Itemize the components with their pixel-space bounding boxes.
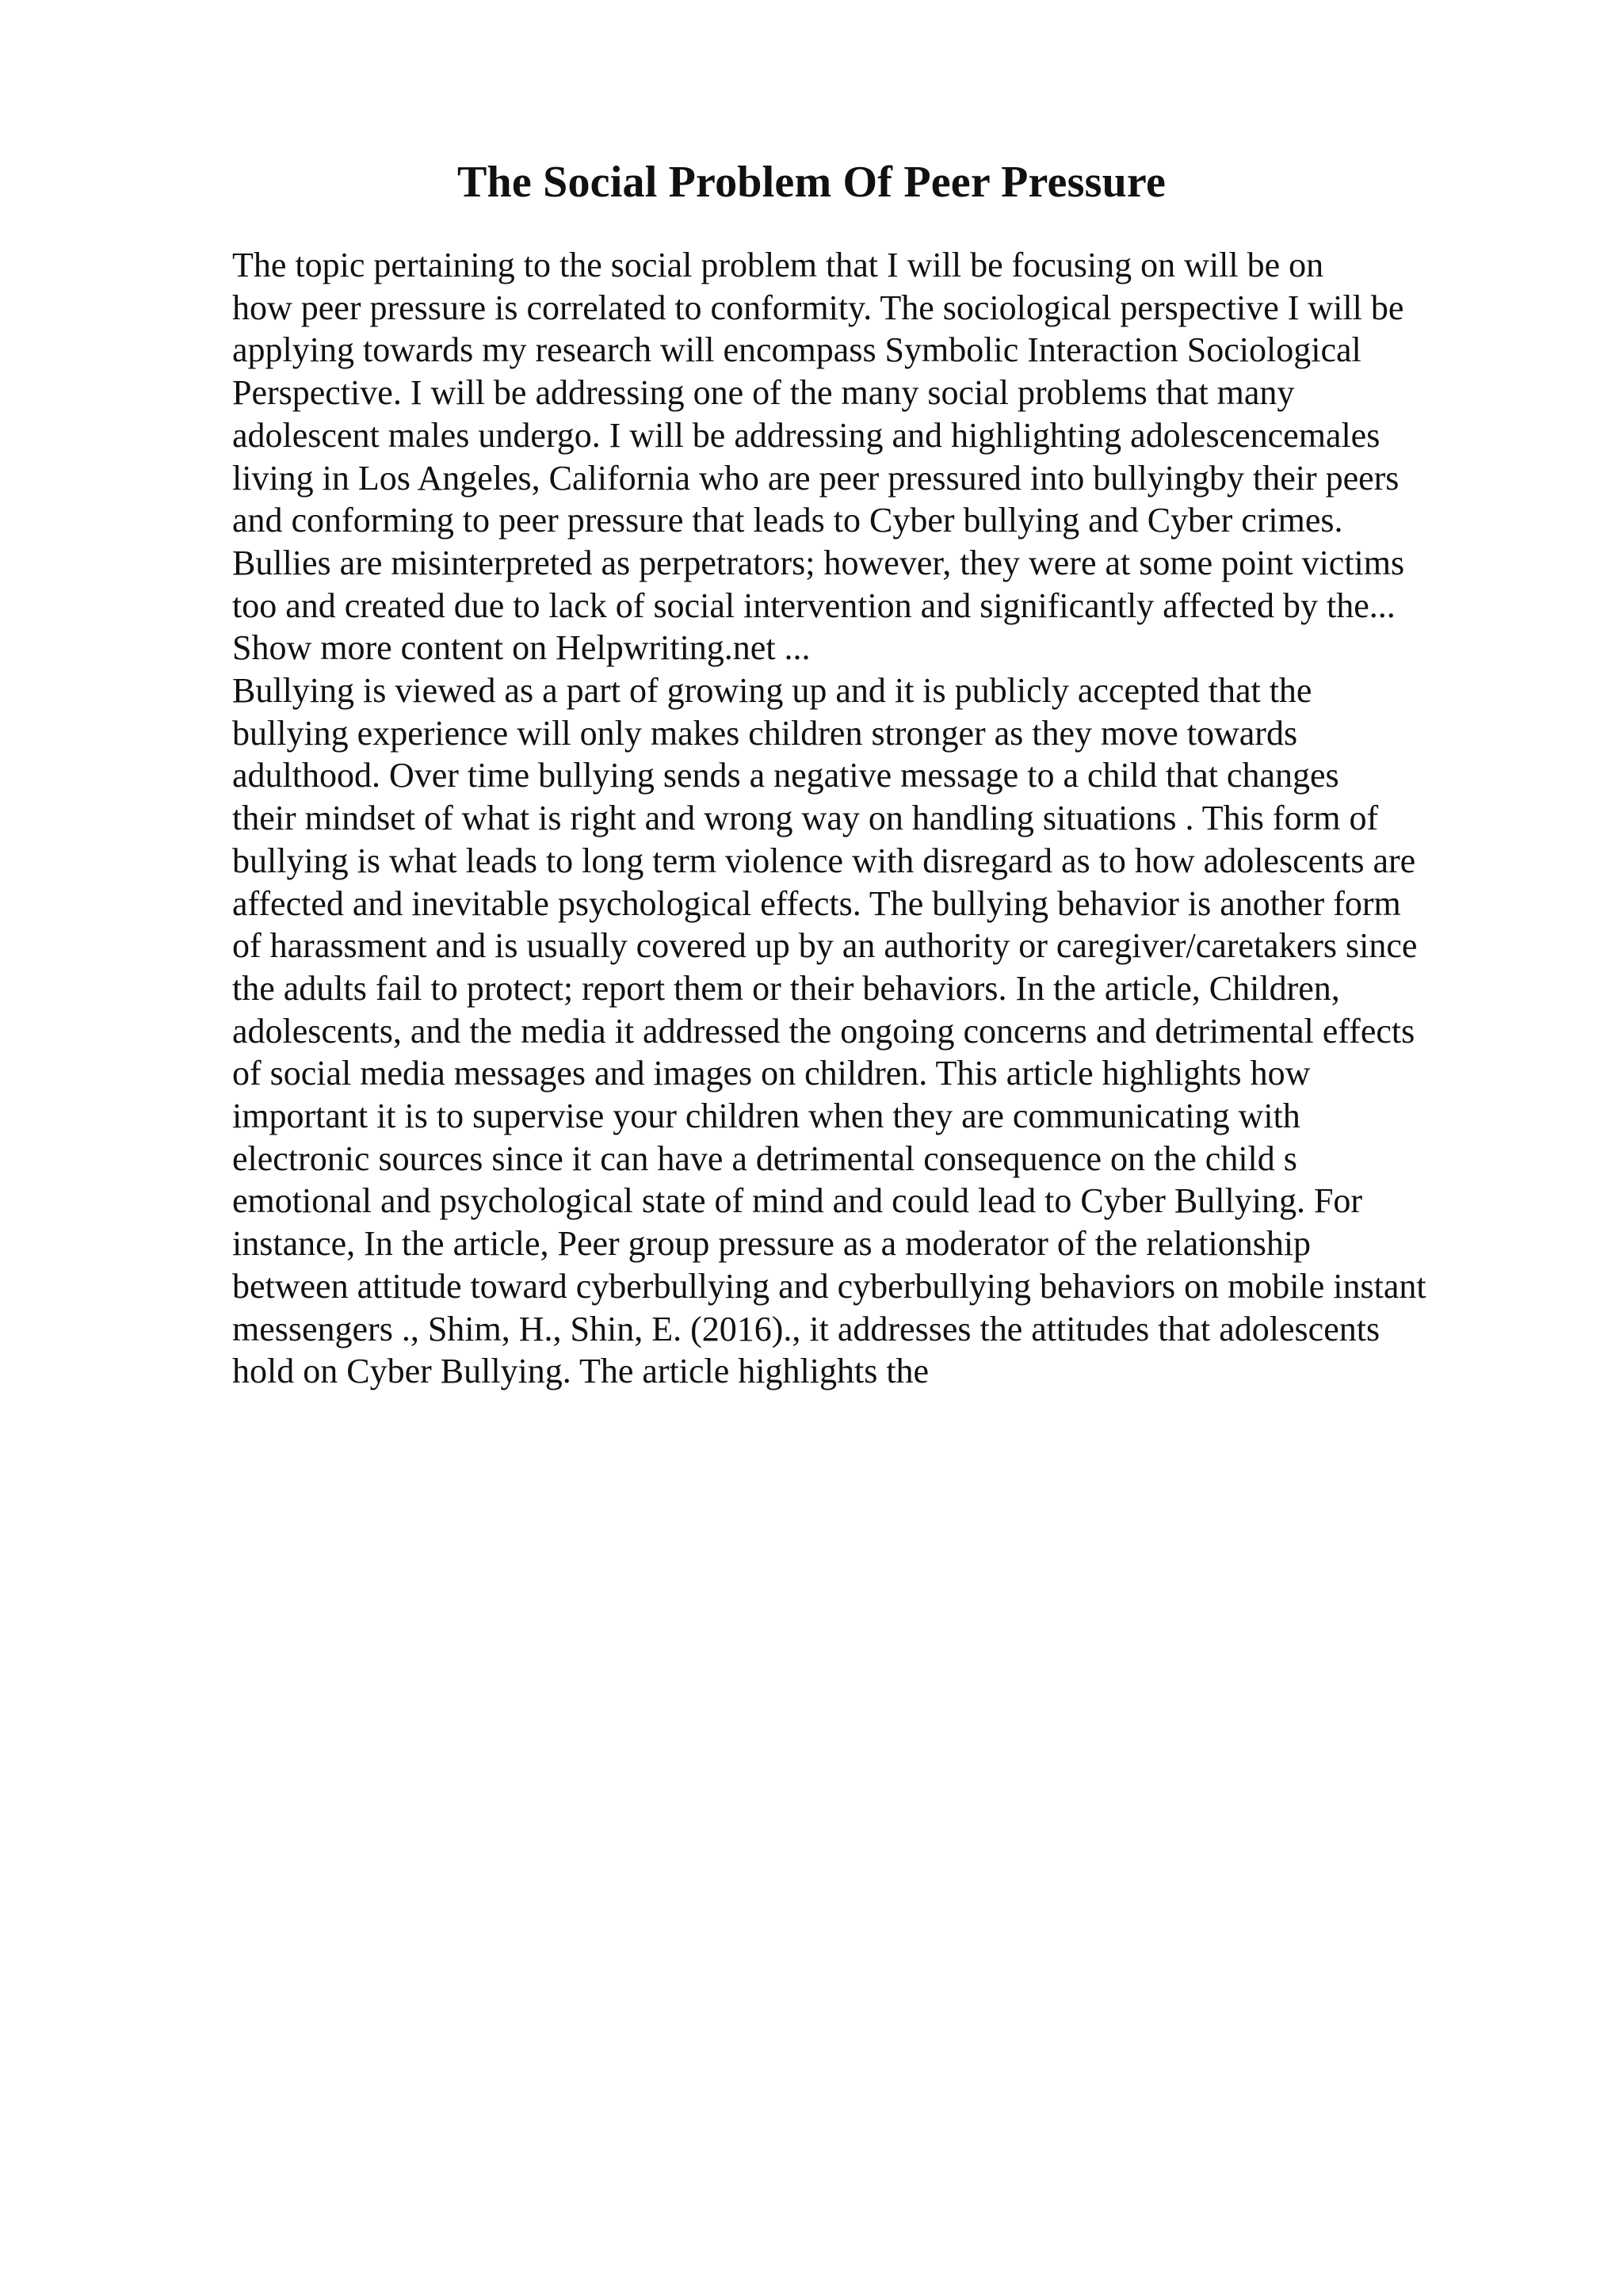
text-line: emotional and psychological state of mind and could lead to Cyber Bullying. For — [232, 1181, 1363, 1221]
text-line: affected and inevitable psychological effects. The bullying behavior is another form — [232, 883, 1401, 923]
page-title: The Social Problem Of Peer Pressure — [456, 158, 1167, 207]
text-line: Bullies are misinterpreted as perpetrators; however, they were at some point victims — [232, 543, 1405, 582]
text-line: of harassment and is usually covered up by an authority or caregiver/caretakers since — [232, 926, 1418, 966]
text-line: how peer pressure is correlated to conformity. The sociological perspective I will be — [232, 288, 1404, 327]
text-line: between attitude toward cyberbullying and cyberbullying behaviors on mobile instant — [232, 1266, 1426, 1306]
text-line: important it is to supervise your children when they are communicating with — [232, 1097, 1300, 1136]
text-line: adolescent males undergo. I will be addressing and highlighting adolescencemales — [232, 415, 1381, 455]
text-line: living in Los Angeles, California who are peer pressured into bullyingby their peers — [232, 458, 1400, 498]
body-text — [232, 244, 1516, 1393]
text-line: The topic pertaining to the social problem that I will be focusing on will be on — [232, 246, 1324, 284]
text-line: their mindset of what is right and wrong way on handling situations . This form of — [232, 799, 1379, 838]
text-line: hold on Cyber Bullying. The article highlights the — [232, 1352, 930, 1391]
text-line: electronic sources since it can have a detrimental consequence on the child s — [232, 1138, 1297, 1178]
text-line: the adults fail to protect; report them or their behaviors. In the article, Children, — [232, 968, 1340, 1008]
text-line: of social media messages and images on children. This article highlights how — [232, 1054, 1311, 1093]
text-line: applying towards my research will encompass Symbolic Interaction Sociological — [232, 330, 1361, 370]
text-line: adolescents, and the media it addressed the ongoing concerns and detrimental effects — [232, 1011, 1415, 1051]
text-line: instance, In the article, Peer group pressure as a moderator of the relationship — [232, 1224, 1312, 1264]
text-line: Bullying is viewed as a part of growing up and it is publicly accepted that the — [232, 671, 1312, 711]
text-line: too and created due to lack of social intervention and significantly affected by the... — [232, 585, 1396, 625]
text-line: bullying is what leads to long term violence with disregard as to how adolescents are — [232, 841, 1416, 880]
show-more-line: Show more content on Helpwriting.net ... — [232, 628, 811, 668]
text-line: messengers ., Shim, H., Shin, E. (2016)., it addresses the attitudes that adolescents — [232, 1309, 1381, 1348]
text-line: adulthood. Over time bullying sends a negative message to a child that changes — [232, 756, 1339, 795]
text-line: bullying experience will only makes children stronger as they move towards — [232, 713, 1298, 753]
text-line: Perspective. I will be addressing one of the many social problems that many — [232, 373, 1295, 413]
text-line: and conforming to peer pressure that leads to Cyber bullying and Cyber crimes. — [232, 501, 1343, 540]
